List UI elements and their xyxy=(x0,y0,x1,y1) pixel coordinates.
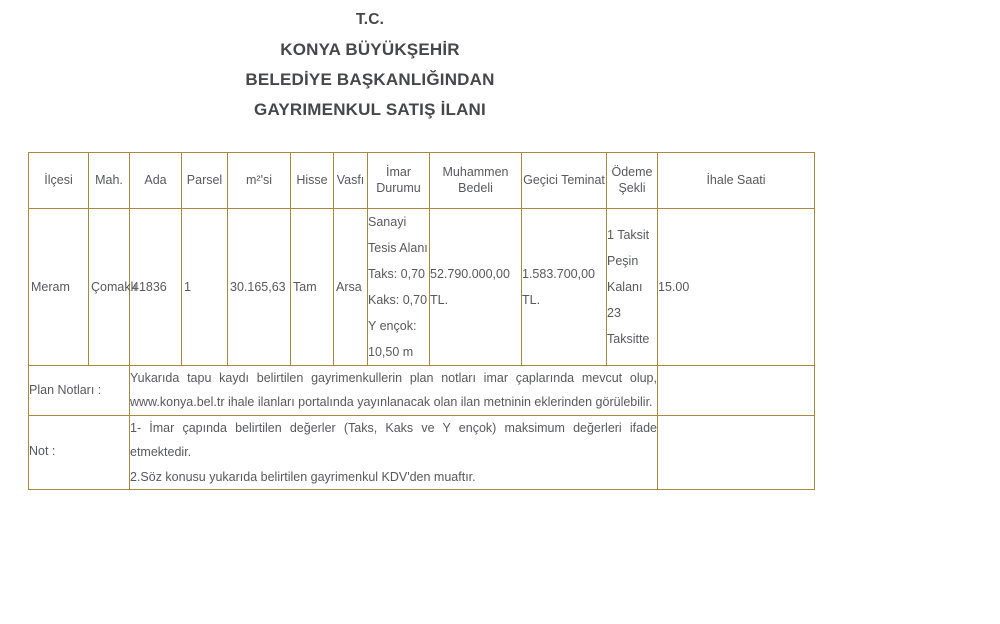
table-row xyxy=(29,209,815,366)
plan-notes-text: Yukarıda tapu kaydı belirtilen gayrimenkullerin plan notları imar çaplarında mevcut olup, www.konya.bel.tr ihale ilanları portalında yayınlanacak olan ilan metninin eklerinden görülebilir. xyxy=(130,371,657,410)
document-heading xyxy=(0,12,740,118)
column-header-ada: Ada xyxy=(130,153,182,209)
column-header-parsel: Parsel xyxy=(182,153,228,209)
cell-hisse: Tam xyxy=(291,209,334,366)
cell-mah: Çomaklı xyxy=(89,209,130,366)
general-notes-row xyxy=(29,415,815,489)
property-sale-table xyxy=(28,152,815,490)
column-header-vasfi: Vasfı xyxy=(334,153,368,209)
table-header-row xyxy=(29,153,815,209)
plan-notes-body xyxy=(130,366,658,416)
plan-notes-trailing-cell xyxy=(658,366,815,416)
general-notes-body xyxy=(130,415,658,489)
column-header-imar-durumu: İmar Durumu xyxy=(368,153,430,209)
general-note-line-1: 1- İmar çapında belirtilen değerler (Taks, Kaks ve Y ençok) maksimum değerleri ifade etmektedir. xyxy=(130,420,657,460)
heading-line-tc: T.C. xyxy=(355,11,385,28)
column-header-mah: Mah. xyxy=(89,153,130,209)
sale-table-viewport xyxy=(28,152,766,490)
column-header-m2si: m²'si xyxy=(228,153,291,209)
plan-notes-label: Plan Notları : xyxy=(29,366,130,416)
cell-vasfi: Arsa xyxy=(334,209,368,366)
cell-muhammen-bedeli: 52.790.000,00 TL. xyxy=(430,209,522,366)
column-header-hisse: Hisse xyxy=(291,153,334,209)
cell-m2si: 30.165,63 xyxy=(228,209,291,366)
general-notes-trailing-cell xyxy=(658,415,815,489)
general-notes-label: Not : xyxy=(29,415,130,489)
cell-ada: 41836 xyxy=(130,209,182,366)
column-header-gecici-teminat: Geçici Teminat xyxy=(522,153,607,209)
column-header-muhammen-bedeli: Muhammen Bedeli xyxy=(430,153,522,209)
column-header-ilcesi: İlçesi xyxy=(29,153,89,209)
cell-parsel: 1 xyxy=(182,209,228,366)
cell-gecici-teminat: 1.583.700,00 TL. xyxy=(522,209,607,366)
cell-odeme-sekli: 1 Taksit Peşin Kalanı 23 Taksitte xyxy=(607,209,658,366)
heading-line-municipality: KONYA BÜYÜKŞEHİR xyxy=(280,39,460,59)
column-header-odeme-sekli: Ödeme Şekli xyxy=(607,153,658,209)
plan-notes-row xyxy=(29,366,815,416)
column-header-ihale-saati: İhale Saati xyxy=(658,153,815,209)
cell-ilcesi: Meram xyxy=(29,209,89,366)
cell-ihale-saati: 15.00 xyxy=(658,209,815,366)
cell-imar-durumu: Sanayi Tesis Alanı Taks: 0,70 Kaks: 0,70 Y ençok: 10,50 m xyxy=(368,209,430,366)
heading-line-title: GAYRIMENKUL SATIŞ İLANI xyxy=(254,99,486,119)
general-note-line-2: 2.Söz konusu yukarıda belirtilen gayrimenkul KDV'den muaftır. xyxy=(130,469,476,484)
heading-line-authority: BELEDİYE BAŞKANLIĞINDAN xyxy=(245,69,495,89)
